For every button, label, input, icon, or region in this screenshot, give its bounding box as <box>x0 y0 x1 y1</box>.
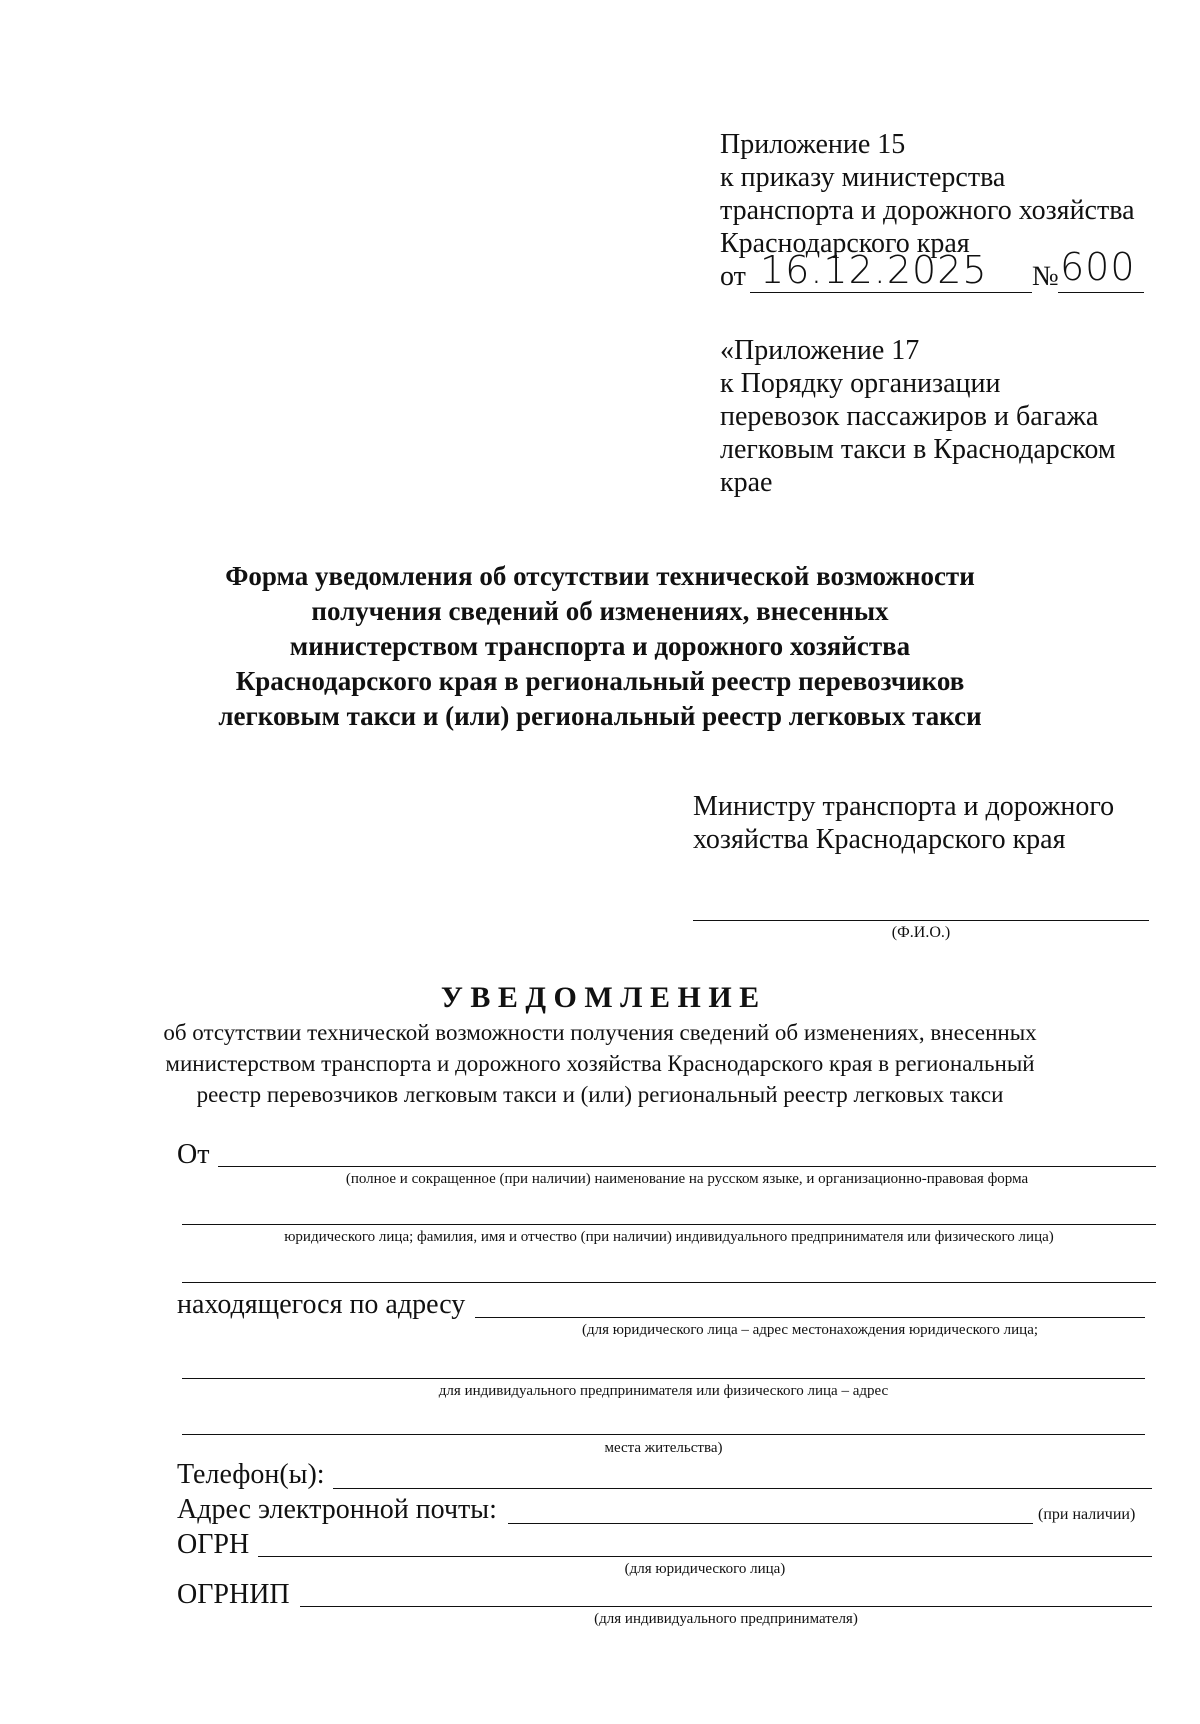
appendix15-line1: Приложение 15 <box>720 129 906 160</box>
number-line <box>1058 292 1144 293</box>
address-caption-3: места жительства) <box>604 1440 723 1456</box>
ogrnip-caption: (для индивидуального предпринимателя) <box>594 1611 858 1627</box>
email-note: (при наличии) <box>1038 1506 1136 1523</box>
handwritten-number: 600 <box>1060 245 1136 289</box>
address-line[interactable] <box>475 1317 1145 1318</box>
email-label: Адрес электронной почты: <box>177 1494 497 1525</box>
addressee-line2: хозяйства Краснодарского края <box>693 824 1066 855</box>
notice-line1: об отсутствии технической возможности получения сведений об изменениях, внесенных <box>163 1020 1037 1045</box>
date-prefix: от <box>720 261 746 292</box>
ogrn-caption: (для юридического лица) <box>624 1561 786 1577</box>
form-title-line3: министерством транспорта и дорожного хозяйства <box>289 631 911 661</box>
form-title-line1: Форма уведомления об отсутствии технической возможности <box>225 561 975 591</box>
address-caption-2: для индивидуального предпринимателя или физического лица – адрес <box>438 1383 889 1399</box>
appendix15-line4: Краснодарского края <box>720 228 970 259</box>
notice-line2: министерством транспорта и дорожного хозяйства Краснодарского края в региональный <box>165 1051 1035 1076</box>
address-line-3[interactable] <box>182 1434 1145 1435</box>
from-label: От <box>177 1139 210 1170</box>
appendix17-line1: «Приложение 17 <box>720 335 920 366</box>
date-line <box>750 292 1032 293</box>
handwritten-date: 16.12.2025 <box>760 248 988 292</box>
appendix17-line2: к Порядку организации <box>720 368 1001 399</box>
from-line-3[interactable] <box>182 1282 1156 1283</box>
number-prefix: № <box>1032 261 1059 292</box>
appendix15-line3: транспорта и дорожного хозяйства <box>720 195 1135 226</box>
from-caption-1: (полное и сокращенное (при наличии) наименование на русском языке, и организационно-правовая форма <box>345 1171 1029 1187</box>
appendix17-line3: перевозок пассажиров и багажа <box>720 401 1099 432</box>
form-title-line2: получения сведений об изменениях, внесенных <box>311 596 889 626</box>
fio-caption: (Ф.И.О.) <box>891 924 951 941</box>
address-caption-1: (для юридического лица – адрес местонахождения юридического лица; <box>581 1322 1039 1338</box>
ogrn-label: ОГРН <box>177 1529 250 1560</box>
ogrnip-line[interactable] <box>300 1606 1152 1607</box>
appendix15-line2: к приказу министерства <box>720 162 1006 193</box>
ogrnip-label: ОГРНИП <box>177 1579 290 1610</box>
addressee-line1: Министру транспорта и дорожного <box>693 791 1115 822</box>
phone-line[interactable] <box>333 1488 1152 1489</box>
form-title-line4: Краснодарского края в региональный реестр перевозчиков <box>235 666 965 696</box>
phone-label: Телефон(ы): <box>177 1459 325 1490</box>
appendix17-line5: крае <box>720 467 773 498</box>
email-line[interactable] <box>508 1523 1033 1524</box>
from-caption-2: юридического лица; фамилия, имя и отчество (при наличии) индивидуального предпринимателя или физического лица) <box>284 1229 1054 1245</box>
from-line[interactable] <box>218 1166 1156 1167</box>
form-title-line5: легковым такси и (или) региональный реестр легковых такси <box>218 701 982 731</box>
from-line-2[interactable] <box>182 1224 1156 1225</box>
appendix17-line4: легковым такси в Краснодарском <box>720 434 1116 465</box>
fio-line <box>693 920 1149 921</box>
address-label: находящегося по адресу <box>177 1289 466 1320</box>
notice-heading: У В Е Д О М Л Е Н И Е <box>440 981 760 1014</box>
address-line-2[interactable] <box>182 1378 1145 1379</box>
notice-line3: реестр перевозчиков легковым такси и (или) региональный реестр легковых такси <box>196 1082 1004 1107</box>
ogrn-line[interactable] <box>258 1556 1152 1557</box>
